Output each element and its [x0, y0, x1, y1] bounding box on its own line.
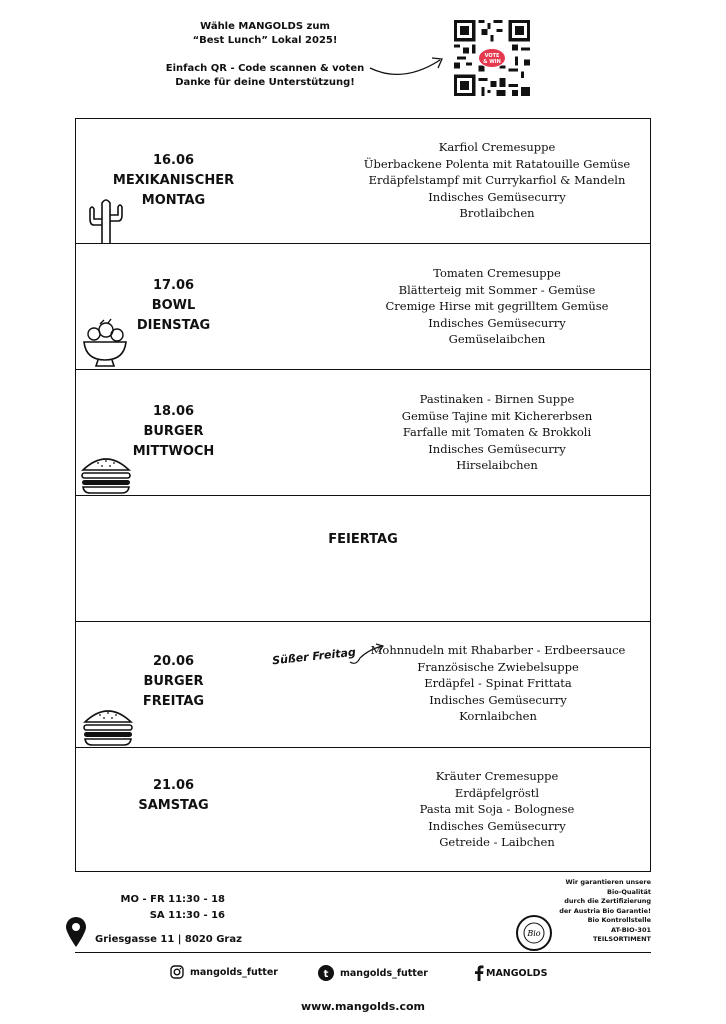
day-weekday: FREITAG — [142, 694, 205, 709]
day-saturday — [76, 748, 650, 872]
weekly-menu — [75, 118, 651, 872]
day-friday — [76, 622, 650, 748]
day-title — [76, 402, 271, 462]
day-holiday — [76, 496, 650, 622]
cactus-icon — [84, 195, 128, 243]
day-title — [76, 776, 271, 816]
dish-item: Karfiol Cremesuppe — [438, 140, 556, 154]
promo-line-2: “Best Lunch” Lokal 2025! — [192, 35, 338, 46]
tumblr-handle: mangolds_futter — [340, 967, 428, 979]
dish-item: Erdäpfelgröstl — [454, 785, 540, 800]
hours-saturday: SA 11:30 - 16 — [149, 910, 225, 921]
day-tuesday — [76, 244, 650, 370]
facebook-link[interactable] — [474, 965, 547, 981]
facebook-icon — [474, 965, 484, 981]
day-theme: MEXIKANISCHER — [112, 173, 235, 188]
instagram-link[interactable] — [170, 965, 278, 979]
dish-item: Mohnnudeln mit Rhabarber - Erdbeersauce — [370, 643, 626, 657]
hours-weekday: MO - FR 11:30 - 18 — [120, 894, 225, 905]
opening-hours — [115, 892, 225, 924]
dish-list — [352, 768, 642, 851]
day-date: 18.06 — [152, 404, 195, 419]
dish-item: Kornlaibchen — [459, 709, 537, 723]
dish-item: Indisches Gemüsecurry — [428, 441, 566, 456]
bio-line: Wir garantieren unsere — [565, 878, 651, 886]
bio-line: TEILSORTIMENT — [593, 935, 651, 943]
arrow-icon — [368, 50, 448, 80]
bio-guarantee-text — [521, 878, 651, 945]
day-weekday: MITTWOCH — [132, 444, 215, 459]
day-wednesday — [76, 370, 650, 496]
dish-list — [348, 642, 648, 725]
day-weekday: SAMSTAG — [138, 798, 209, 813]
tumblr-link[interactable] — [318, 965, 428, 981]
svg-text:t: t — [323, 969, 329, 980]
promo-line-4: Danke für deine Unterstützung! — [175, 77, 355, 88]
day-theme: BURGER — [143, 424, 204, 439]
day-title — [76, 652, 271, 712]
location-pin-icon — [65, 916, 87, 948]
dish-item: Erdäpfelstampf mit Currykarfiol & Mandeln — [368, 173, 626, 187]
dish-item: Gemüselaibchen — [448, 332, 546, 346]
bio-line: durch die Zertifizierung — [564, 897, 651, 905]
dish-item: Kräuter Cremesuppe — [435, 769, 559, 783]
day-date: 16.06 — [152, 153, 195, 168]
dish-item: Französische Zwiebelsuppe — [417, 659, 579, 674]
dish-list — [352, 391, 642, 474]
vote-badge-line-1: VOTE — [484, 53, 500, 59]
dish-item: Pasta mit Soja - Bolognese — [419, 802, 575, 816]
footer-divider — [75, 952, 651, 953]
dish-item: Blätterteig mit Sommer - Gemüse — [398, 282, 596, 297]
footer — [75, 876, 651, 952]
vote-badge-line-2: & WIN — [483, 59, 501, 65]
address: Griesgasse 11 | 8020 Graz — [95, 934, 242, 945]
dish-item: Indisches Gemüsecurry — [429, 692, 567, 707]
burger-icon — [82, 706, 134, 746]
bio-line: Bio Kontrollstelle — [587, 916, 651, 924]
dish-item: Überbackene Polenta mit Ratatouille Gemüse — [363, 156, 631, 171]
dish-item: Farfalle mit Tomaten & Brokkoli — [402, 425, 592, 439]
day-date: 20.06 — [152, 654, 195, 669]
dish-list — [352, 139, 642, 222]
dish-item: Cremige Hirse mit gegrilltem Gemüse — [385, 299, 609, 313]
dish-item: Gemüse Tajine mit Kichererbsen — [401, 408, 593, 423]
promo-line-3: Einfach QR - Code scannen & voten — [165, 63, 365, 74]
dish-item: Erdäpfel - Spinat Frittata — [424, 676, 572, 690]
day-theme: BURGER — [143, 674, 204, 689]
day-weekday: DIENSTAG — [136, 318, 211, 333]
day-date: 17.06 — [152, 278, 195, 293]
vote-promo — [150, 20, 380, 90]
dish-item: Brotlaibchen — [459, 206, 535, 220]
instagram-icon — [170, 965, 184, 979]
bio-line: AT-BIO-301 — [611, 925, 651, 934]
svg-text:Bio: Bio — [527, 929, 541, 938]
dish-item: Indisches Gemüsecurry — [428, 189, 566, 204]
website-link[interactable]: www.mangolds.com — [300, 1000, 426, 1013]
instagram-handle: mangolds_futter — [190, 966, 278, 978]
holiday-label: FEIERTAG — [328, 532, 398, 547]
bio-line: Bio-Qualität — [607, 887, 651, 896]
dish-item: Getreide - Laibchen — [439, 835, 555, 849]
bio-line: der Austria Bio Garantie! — [559, 906, 651, 915]
day-theme: BOWL — [151, 298, 196, 313]
sweet-friday-note: Süßer Freitag — [271, 645, 357, 668]
burger-icon — [80, 454, 132, 494]
day-date: 21.06 — [152, 778, 195, 793]
dish-item: Hirselaibchen — [456, 458, 538, 472]
dish-item: Indisches Gemüsecurry — [428, 818, 566, 833]
dish-item: Indisches Gemüsecurry — [428, 315, 566, 330]
bowl-icon — [80, 318, 130, 368]
facebook-name: MANGOLDS — [486, 967, 548, 979]
promo-line-1: Wähle MANGOLDS zum — [200, 21, 330, 32]
dish-list — [352, 265, 642, 348]
day-weekday: MONTAG — [141, 193, 206, 208]
dish-item: Tomaten Cremesuppe — [433, 266, 561, 280]
vote-badge — [478, 48, 506, 68]
day-monday — [76, 119, 650, 244]
dish-item: Pastinaken - Birnen Suppe — [419, 392, 575, 406]
tumblr-icon — [318, 965, 334, 981]
